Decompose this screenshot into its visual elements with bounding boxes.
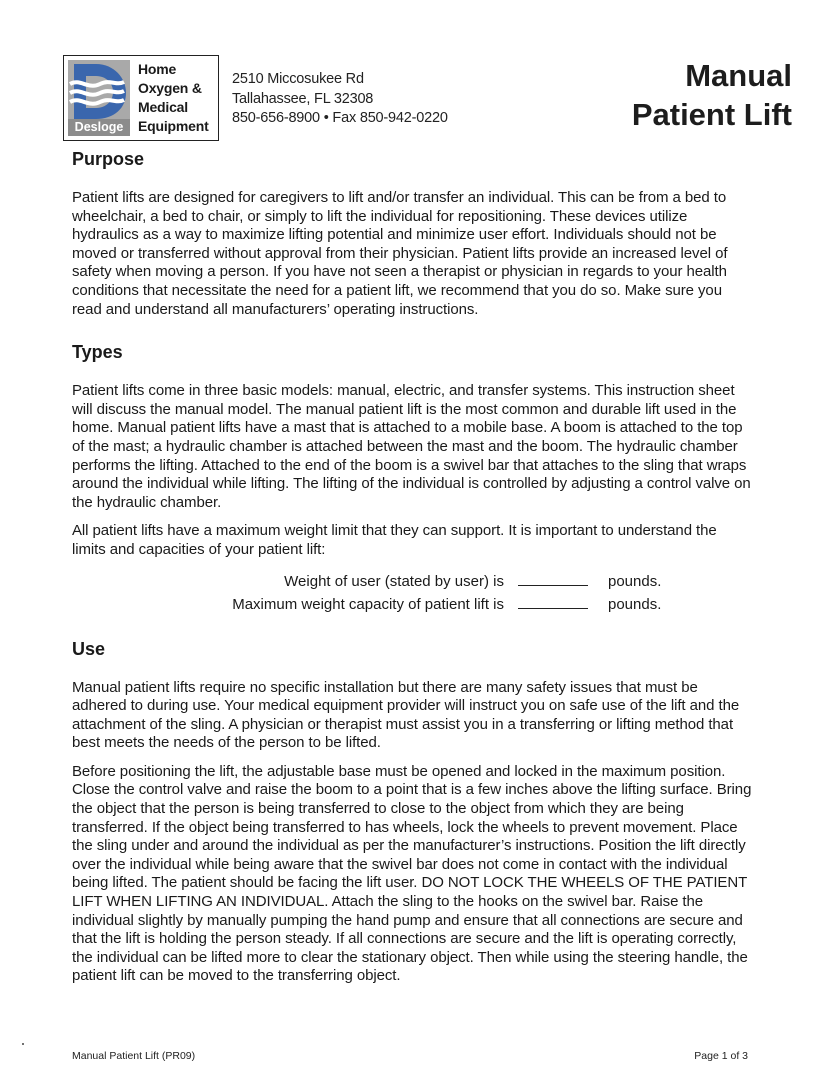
weight-row-capacity <box>72 593 752 616</box>
logo-line: Home <box>138 61 177 77</box>
address-city: Tallahassee, FL 32308 <box>232 90 374 107</box>
document-title <box>632 56 792 134</box>
address-phone: 850-656-8900 • Fax 850-942-0220 <box>232 110 448 126</box>
paragraph: Patient lifts come in three basic models: manual, electric, and transfer systems. This instruction sheet will discuss the manual model. The manual patient lift is the most common and durable lift used in the home. Manual patient lifts have a mast that is attached to a mobile base. A boom is attached to the top of the mast; a hydraulic chamber is attached between the mast and the boom. The hydraulic chamber performs the lifting. Attached to the end of the boom is a swivel bar that attaches to the sling that wraps around the individual while lifting. The lifting of the individual is controlled by adjusting a control valve on the hydraulic chamber. <box>72 382 751 511</box>
company-address <box>232 70 448 129</box>
title-line-2: Patient Lift <box>631 97 792 132</box>
footer-document-id: Manual Patient Lift (PR09) <box>72 1050 196 1062</box>
logo-line: Oxygen & <box>138 80 202 96</box>
section-heading: Types <box>72 342 123 363</box>
address-street: 2510 Miccosukee Rd <box>232 71 364 87</box>
footer-page-number: Page 1 of 3 <box>694 1050 748 1062</box>
weight-user-blank[interactable] <box>518 571 588 586</box>
document-body <box>72 148 752 996</box>
section-heading: Purpose <box>72 149 145 169</box>
section-use <box>72 638 752 987</box>
section-purpose <box>72 148 752 319</box>
weight-form <box>72 570 752 616</box>
logo-wordmark <box>138 60 218 136</box>
title-line-1: Manual <box>685 58 792 93</box>
weight-label: Weight of user (stated by user) is <box>284 572 504 590</box>
scan-speck <box>22 1043 24 1045</box>
weight-unit: pounds. <box>608 572 662 590</box>
d-wave-logo-icon <box>68 60 130 136</box>
company-logo <box>63 55 219 141</box>
section-heading: Use <box>72 638 106 659</box>
section-types <box>72 341 752 615</box>
weight-row-user <box>72 570 752 593</box>
paragraph: Manual patient lifts require no specific installation but there are many safety issues that must be adhered to during use. Your medical equipment provider will instruct you on safe use of the lift and the attachment of the sling. A physician or therapist must assist you in a transferring or lifting method that best meets the needs of the person to be lifted. <box>72 678 740 752</box>
paragraph: All patient lifts have a maximum weight limit that they can support. It is important to understand the limits and capacities of your patient lift: <box>72 522 717 558</box>
logo-brand-text: Desloge <box>68 119 130 136</box>
weight-label: Maximum weight capacity of patient lift is <box>232 595 504 613</box>
paragraph: Before positioning the lift, the adjustable base must be opened and locked in the maximum position. Close the control valve and raise the boom to a point that is a few inches above the lifting surface. Bring the object that the person is being transferred to close to the object from which they are being transferred. If the object being transferred to has wheels, lock the wheels to prevent movement. Place the sling under and around the individual as per the manufacturer’s instructions. Position the lift directly over the individual while being aware that the swivel bar does not come in contact with the individual being lifted. The patient should be facing the lift user. DO NOT LOCK THE WHEELS OF THE PATIENT LIFT WHEN LIFTING AN INDIVIDUAL. Attach the sling to the hooks on the swivel bar. Raise the individual slightly by manually pumping the hand pump and ensure that all connections are secure and that the lift is holding the person steady. If all connections are secure and the lift is operating correctly, the individual can be lifted more to clear the stationary object. Then while using the steering handle, the patient lift can be moved to the transferring object. <box>72 762 752 985</box>
logo-line: Equipment <box>138 118 209 134</box>
weight-capacity-blank[interactable] <box>518 594 588 609</box>
weight-unit: pounds. <box>608 595 662 613</box>
paragraph: Patient lifts are designed for caregivers to lift and/or transfer an individual. This can be from a bed to wheelchair, a bed to chair, or simply to lift the individual for repositioning. These devices utilize hydraulics as a way to maximize lifting potential and minimize user effort. Individuals should not be moved or transferred without approval from their physician. Patient lifts provide an increased level of safety when moving a person. If you have not seen a therapist or physician in regards to your health conditions that necessitate the need for a patient lift, we recommend that you do so. Make sure you read and understand all manufacturers’ operating instructions. <box>72 189 728 318</box>
logo-line: Medical <box>138 99 188 115</box>
